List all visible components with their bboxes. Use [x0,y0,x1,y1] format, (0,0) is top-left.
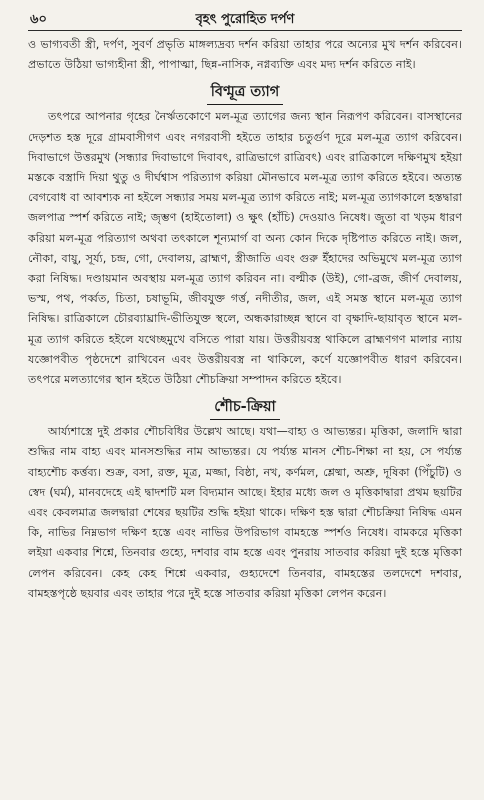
page-header [28,6,462,31]
page-number: ৬০ [30,12,47,27]
excretion-paragraph: তৎপরে আপনার গৃহের নৈর্ঋতকোণে মল-মূত্র ত্যাগের জন্য স্থান নিরূপণ করিবেন। বাসস্থানের দেড়শত হস্ত দূরে গ্রামবাসীগণ এবং নগরবাসী হইতে তাহার চতুর্গুণ দূরে মল-মূত্র ত্যাগ করিবেন। দিবাভাগে উত্তরমুখ (সন্ধ্যার দিবাভাগে দিবাবৎ, রাত্রিভাগে রাত্রিবৎ) এবং রাত্রিকালে দক্ষিণমুখ হইয়া মস্তকে বস্ত্রাদি দিয়া থুতু ও দীর্ঘশ্বাস পরিত্যাগ করিয়া মৌনভাবে মল-মূত্র ত্যাগ করিতে হইবে। অত্যন্ত বেগবোধ বা আবশ্যক না হইলে সন্ধ্যার সময় মল-মূত্র ত্যাগ করিতে নাই; মল-মূত্র ত্যাগকালে হস্তদ্বারা জলপাত্র স্পর্শ করিতে নাই; জৃম্ভণ (হাইতোলা) ও ক্ষুৎ (হাঁচি) দেওয়াও নিষেধ। জুতা বা খড়ম ধারণ করিয়া মল-মূত্র পরিত্যাগ অথবা তৎকালে শূন্যমার্গ বা অন্য কোন দিকে দৃষ্টিপাত করিতে নাই। জল, নৌকা, বায়ু, সূর্য্য, চন্দ্র, গো, দেবালয়, ব্রাহ্মণ, স্ত্রীজাতি এবং গুরু ইঁহাদের অভিমুখে মল-মূত্র ত্যাগ করা নিষিদ্ধ। দণ্ডায়মান অবস্থায় মল-মূত্র ত্যাগ করিবন না। বল্মীক (উই), গো-ব্রজ, জীর্ণ দেবালয়, ভস্ম, পথ, পর্ব্বত, চিতা, চষাভূমি, জীবযুক্ত গর্ত্ত, নদীতীর, জল, এই সমস্ত স্থানে মল-মূত্র ত্যাগ নিষিদ্ধ। রাত্রিকালে চৌরব্যাঘ্রাদি-ভীতিযুক্ত স্থলে, অন্ধকারাচ্ছন্ন স্থানে বা বৃক্ষাদি-ছায়াবৃত স্থানে মল-মূত্র ত্যাগ করিতে হইলে যথেচ্ছমুখে বসিতে পারা যায়। উত্তরীয়বস্ত্র থাকিলে ব্রাহ্মণগণ মালার ন্যায় যজ্ঞোপবীত পৃষ্ঠদেশে রাখিবেন এবং উত্তরীয়বস্ত্র না থাকিলে, কর্ণে যজ্ঞোপবীত ধারণ করিবেন। তৎপরে মলত্যাগের স্থান হইতে উঠিয়া শৌচক্রিয়া সম্পাদন করিতে হইবে। [28,110,462,387]
section-heading-excretion: বিণ্মূত্র ত্যাগ [28,81,462,105]
section-heading-purification: শৌচ-ক্রিয়া [28,396,462,420]
purification-paragraph: আর্য্যশাস্ত্রে দুই প্রকার শৌচবিধির উল্লেখ আছে। যথা—বাহ্য ও আভ্যন্তর। মৃত্তিকা, জলাদি দ্বারা শুদ্ধির নাম বাহ্য এবং মানসশুদ্ধির নাম আভ্যন্তর। যে পর্য্যন্ত মানস শৌচ-শিক্ষা না হয়, সে পর্য্যন্ত বাহ্যশৌচ কর্ত্তব্য। শুক্র, বসা, রক্ত, মূত্র, মজ্জা, বিষ্ঠা, নখ, কর্ণমল, শ্লেষ্মা, অশ্রু, দূষিকা (পিঁচুটি) ও স্বেদ (ঘর্ম), মানবদেহে এই দ্বাদশটি মল বিদ্যমান আছে। ইহার মধ্যে জল ও মৃত্তিকাদ্বারা প্রথম ছয়টির এবং কেবলমাত্র জলদ্বারা শেষের ছয়টির শুদ্ধি হইয়া থাকে। দক্ষিণ হস্ত দ্বারা শৌচক্রিয়া নিষিদ্ধ এমন কি, নাভির নিম্নভাগ দক্ষিণ হস্তে এবং নাভির উপরিভাগ বামহস্তে স্পর্শও নিষেধ। বামকরে মৃত্তিকা লইয়া একবার শিশ্নে, তিনবার গুহ্যে, দশবার বাম হস্তে এবং পুনরায় সাতবার করিয়া দুই হস্তে মৃত্তিকা লেপন করিবেন। কেহ কেহ শিশ্নে একবার, গুহ্যদেশে তিনবার, বামহস্তের তলদেশে দশবার, বামহস্তপৃষ্ঠে ছয়বার এবং তাহার পরে দুই হস্তে সাতবার করিয়া মৃত্তিকা লেপন করেন। [28,425,462,600]
running-title: বৃহৎ পুরোহিত দর্পণ [195,12,295,27]
intro-paragraph: ও ভাগ্যবতী স্ত্রী, দর্পণ, সুবর্ণ প্রভৃতি মাঙ্গল্যদ্রব্য দর্শন করিয়া তাহার পরে অন্যের মুখ দর্শন করিবেন। প্রভাতে উঠিয়া ভাগ্যহীনা স্ত্রী, পাপাত্মা, ছিন্ন-নাসিক, নগ্নব্যক্তি এবং মদ্য দর্শন করিতে নাই। [28,38,462,72]
